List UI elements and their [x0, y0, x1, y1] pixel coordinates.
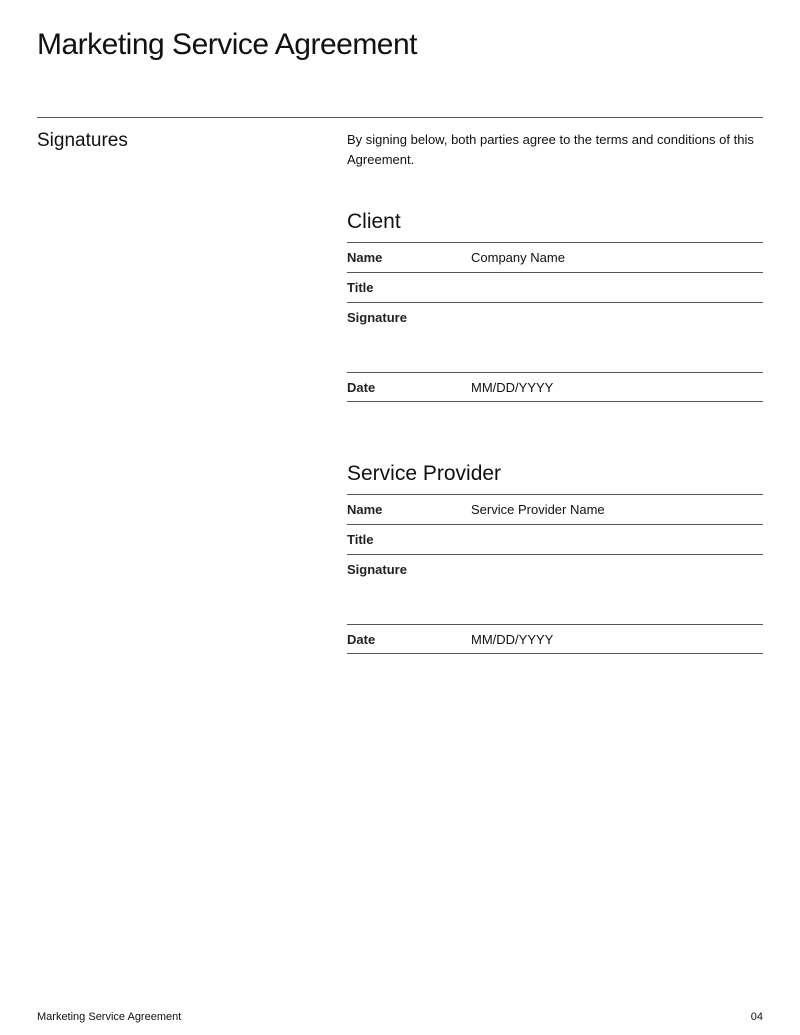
divider — [37, 117, 763, 118]
name-value[interactable]: Service Provider Name — [471, 502, 605, 517]
party-heading: Client — [347, 210, 401, 233]
date-label: Date — [347, 632, 376, 647]
name-value[interactable]: Company Name — [471, 250, 565, 265]
signature-row[interactable] — [347, 554, 763, 624]
date-row — [347, 624, 763, 654]
client-signature-block — [347, 210, 763, 402]
title-row[interactable] — [347, 524, 763, 554]
date-row — [347, 372, 763, 402]
section-heading: Signatures — [37, 130, 128, 151]
title-row[interactable] — [347, 272, 763, 302]
name-label: Name — [347, 250, 383, 265]
signature-label: Signature — [347, 310, 407, 325]
name-row — [347, 242, 763, 272]
date-label: Date — [347, 380, 376, 395]
name-label: Name — [347, 502, 383, 517]
page-number: 04 — [750, 1011, 763, 1023]
date-value[interactable]: MM/DD/YYYY — [471, 632, 554, 647]
signature-row[interactable] — [347, 302, 763, 372]
provider-signature-block — [347, 462, 763, 654]
name-row — [347, 494, 763, 524]
party-heading: Service Provider — [347, 462, 502, 485]
date-value[interactable]: MM/DD/YYYY — [471, 380, 554, 395]
page-title: Marketing Service Agreement — [37, 28, 418, 61]
signature-label: Signature — [347, 562, 407, 577]
intro-text: By signing below, both parties agree to the terms and conditions of this Agreement. — [347, 132, 754, 167]
footer-doc-name: Marketing Service Agreement — [37, 1011, 182, 1023]
title-label: Title — [347, 280, 374, 295]
title-label: Title — [347, 532, 374, 547]
